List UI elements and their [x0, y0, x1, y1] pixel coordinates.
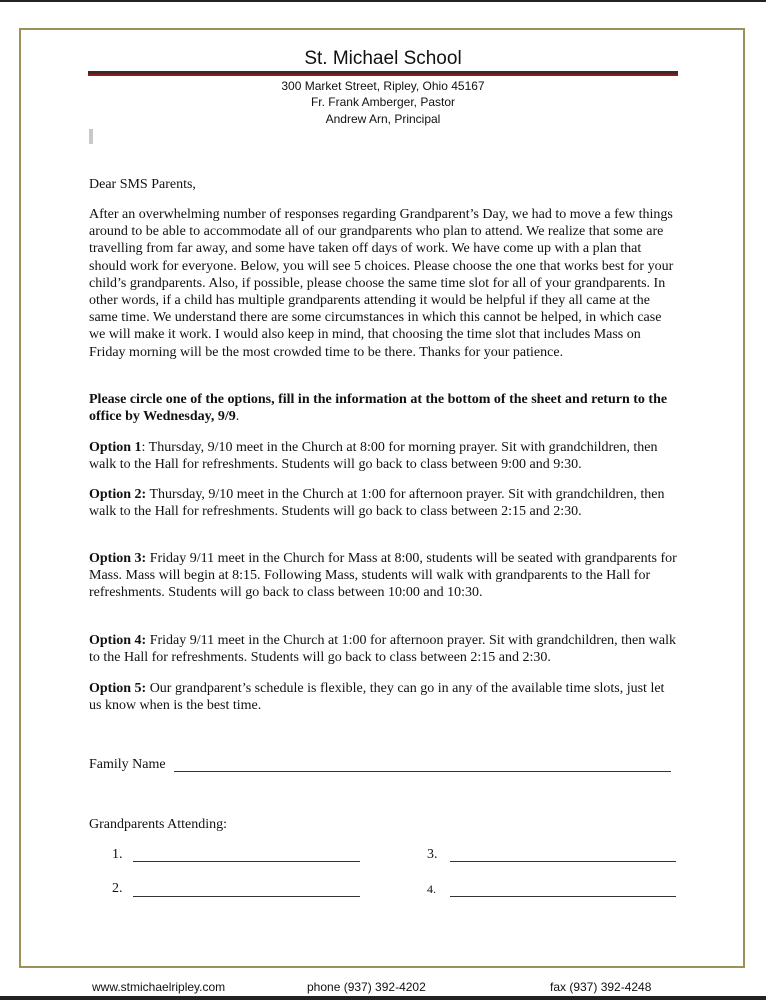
instruction-end: . — [235, 409, 240, 425]
option-4-text: Friday 9/11 meet in the Church at 1:00 for afternoon prayer. Sit with grandchildren, then walk to the Hall for refreshments. Students will go back to class between 2:15 and 2:30. — [89, 633, 676, 666]
text-cursor-mark — [89, 129, 93, 144]
footer-website[interactable]: www.stmichaelripley.com — [92, 980, 226, 994]
footer-fax: fax (937) 392-4248 — [550, 980, 652, 994]
option-2-text: Thursday, 9/10 meet in the Church at 1:00 for afternoon prayer. Sit with grandchildren, then walk to the Hall for refreshments. Students will go back to class between 2:15 and 2:30. — [89, 487, 665, 520]
option-2[interactable] — [89, 486, 679, 520]
instruction-text: Please circle one of the options, fill in the information at the bottom of the sheet and return to the office by Wednesday, 9/9 — [89, 392, 668, 425]
page-bottom-edge — [0, 996, 766, 1000]
option-3[interactable] — [89, 550, 679, 602]
family-name-label: Family Name — [89, 757, 166, 772]
principal-name: Andrew Arn, Principal — [325, 112, 441, 126]
letterhead-rule-red — [88, 74, 678, 76]
school-address: 300 Market Street, Ripley, Ohio 45167 — [281, 79, 485, 93]
option-3-text: Friday 9/11 meet in the Church for Mass at 8:00, students will be seated with grandparents for Mass. Mass will begin at 8:15. Following Mass, students will walk with grandparents to the Hall for refreshments. Students will go back to class between 10:00 and 10:30. — [89, 551, 677, 601]
footer-phone: phone (937) 392-4202 — [307, 980, 426, 994]
option-4[interactable] — [89, 632, 679, 666]
option-2-label: Option 2: — [89, 487, 147, 502]
option-5[interactable] — [89, 680, 679, 714]
option-4-label: Option 4: — [89, 633, 147, 648]
option-1-label: Option 1 — [89, 440, 142, 455]
intro-paragraph: After an overwhelming number of responses regarding Grandparent’s Day, we had to move a few things around to be able to accommodate all of our grandparents who plan to attend. We realize that some are travelling from far away, and some have taken off days of work. We have come up with a plan that should work for everyone. Below, you will see 5 choices. Please choose the one that works best for your child’s grandparents. Also, if possible, please choose the same time slot for all of your grandparents. In other words, if a child has multiple grandparents attending it would be helpful if they all came at the same time. We understand there are some circumstances in which this cannot be helped, in which case we will make it work. I would also keep in mind, that choosing the time slot that includes Mass on Friday morning will be the most crowded time to be there. Thanks for your patience. — [89, 207, 674, 360]
pastor-name: Fr. Frank Amberger, Pastor — [310, 95, 456, 109]
instruction-paragraph — [89, 391, 679, 425]
grandparent-number-3: 3. — [427, 847, 438, 862]
grandparent-field-4[interactable] — [450, 896, 676, 897]
grandparent-field-2[interactable] — [133, 896, 360, 897]
option-1[interactable] — [89, 439, 679, 473]
page-top-edge — [0, 0, 766, 2]
grandparent-number-2: 2. — [112, 881, 123, 896]
grandparent-number-4: 4. — [427, 882, 436, 896]
school-name: St. Michael School — [304, 48, 462, 69]
family-name-field[interactable] — [174, 771, 671, 772]
grandparent-number-1: 1. — [112, 847, 123, 862]
greeting: Dear SMS Parents, — [89, 177, 196, 192]
option-3-label: Option 3: — [89, 551, 147, 566]
grandparents-attending-label: Grandparents Attending: — [89, 817, 228, 832]
option-1-sep: : — [141, 440, 149, 455]
option-5-text: Our grandparent’s schedule is flexible, they can go in any of the available time slots, just let us know when is the best time. — [89, 681, 665, 714]
option-5-label: Option 5: — [89, 681, 147, 696]
option-1-text: Thursday, 9/10 meet in the Church at 8:00 for morning prayer. Sit with grandchildren, then walk to the Hall for refreshments. Students will go back to class between 9:00 and 9:30. — [89, 440, 658, 473]
grandparent-field-3[interactable] — [450, 861, 676, 862]
grandparent-field-1[interactable] — [133, 861, 360, 862]
